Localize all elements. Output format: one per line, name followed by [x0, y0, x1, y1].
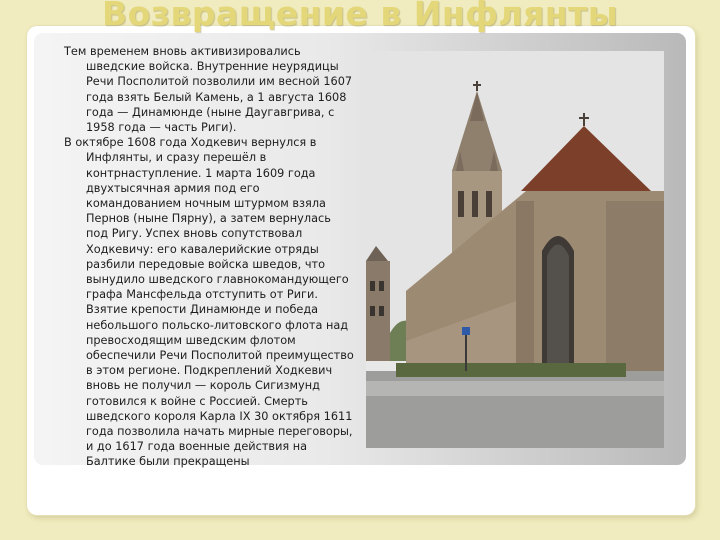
- church-photo: [366, 51, 664, 448]
- slide-title: Возвращение в Инфлянты: [101, 0, 619, 33]
- body-text: [64, 44, 354, 470]
- paragraph-2: В октябре 1608 года Ходкевич вернулся в Инфлянты, и сразу перешёл в контрнаступление. 1 марта 1609 года двухтысячная армия под его командованием ночным штурмом взяла Пернов (ныне Пярну), а затем вернулась под Ригу. Успех вновь сопутствовал Ходкевичу: его кавалерийские отряды разбили передовые войска шведов, что вынудило шведского главнокомандующего графа Мансфельда отступить от Риги. Взятие крепости Динамюнде и победа небольшого польско-литовского флота над превосходящим шведским флотом обеспечили Речи Посполитой преимущество в этом регионе. Подкреплений Ходкевич вновь не получил — король Сигизмунд готовился к войне с Россией. Смерть шведского короля Карла IX 30 октября 1611 года позволила начать мирные переговоры, и до 1617 года военные действия на Балтике были прекращены: [64, 136, 354, 469]
- paragraph-1: Тем временем вновь активизировались шведские войска. Внутренние неурядицы Речи Посполитой позволили им весной 1607 года взять Белый Камень, а 1 августа 1608 года — Динамюнде (ныне Даугавгрива, с 1958 года — часть Риги).: [64, 45, 353, 135]
